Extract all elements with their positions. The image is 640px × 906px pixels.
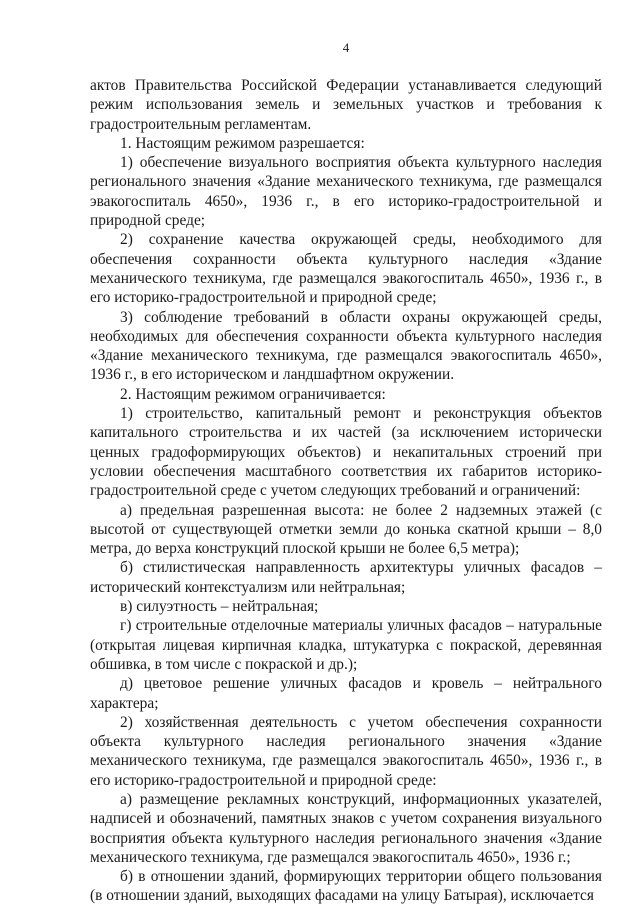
paragraph-item-2-1: 1) строительство, капитальный ремонт и реконструкция объектов капитального строительства и их частей (за исключением исторически ценных градоформирующих объектов) и некапитальных строений при условии обеспечения масштабного соответствия их габаритов историко-градостроительной среде с учетом следующих требований и ограничений: (90, 405, 602, 500)
paragraph-subitem-2a: а) размещение рекламных конструкций, информационных указателей, надписей и обозначений, памятных знаков с учетом сохранения визуального восприятия объекта культурного наследия регионального значения «Здание механического техникума, где размещался эвакогоспиталь 4650», 1936 г.; (90, 790, 602, 866)
page-number: 4 (342, 40, 350, 55)
paragraph-section-2-heading: 2. Настоящим режимом ограничивается: (120, 385, 386, 403)
paragraph-subitem-v: в) силуэтность – нейтральная; (120, 598, 319, 616)
paragraph-item-1-1: 1) обеспечение визуального восприятия объекта культурного наследия регионального значения «Здание механического техникума, где размещался эвакогоспиталь 4650», 1936 г., в его историко-градостроительной и природной среде; (90, 154, 602, 230)
paragraph-subitem-g: г) строительные отделочные материалы уличных фасадов – натуральные (открытая лицевая кирпичная кладка, штукатурка с покраской, деревянная обшивка, в том числе с покраской и др.); (90, 617, 602, 673)
paragraph-item-1-2: 2) сохранение качества окружающей среды, необходимого для обеспечения сохранности объекта культурного наследия «Здание механического техникума, где размещался эвакогоспиталь 4650», 1936 г., в его историко-градостроительной и природной среде; (90, 231, 602, 307)
document-body (90, 76, 602, 906)
paragraph-subitem-2b: б) в отношении зданий, формирующих территории общего пользования (в отношении зданий, выходящих фасадами на улицу Батырая), исключается (90, 868, 602, 905)
paragraph-section-1-heading: 1. Настоящим режимом разрешается: (120, 134, 365, 152)
paragraph-subitem-b: б) стилистическая направленность архитектуры уличных фасадов – исторический контекстуализм или нейтральная; (90, 559, 602, 596)
paragraph-subitem-d: д) цветовое решение уличных фасадов и кровель – нейтрального характера; (90, 675, 602, 712)
paragraph-intro: актов Правительства Российской Федерации устанавливается следующий режим использования земель и земельных участков и требования к градостроительным регламентам. (90, 77, 602, 133)
paragraph-item-1-3: 3) соблюдение требований в области охраны окружающей среды, необходимых для обеспечения сохранности объекта культурного наследия «Здание механического техникума, где размещался эвакогоспиталь 4650», 1936 г., в его историческом и ландшафтном окружении. (90, 308, 602, 384)
paragraph-subitem-a: а) предельная разрешенная высота: не более 2 надземных этажей (с высотой от существующей отметки земли до конька скатной крыши – 8,0 метра, до верха конструкций плоской крыши не более 6,5 метра); (90, 501, 602, 558)
paragraph-item-2-2: 2) хозяйственная деятельность с учетом обеспечения сохранности объекта культурного наследия регионального значения «Здание механического техникума, где размещался эвакогоспиталь 4650», 1936 г., в его историко-градостроительной и природной среде: (90, 713, 602, 789)
